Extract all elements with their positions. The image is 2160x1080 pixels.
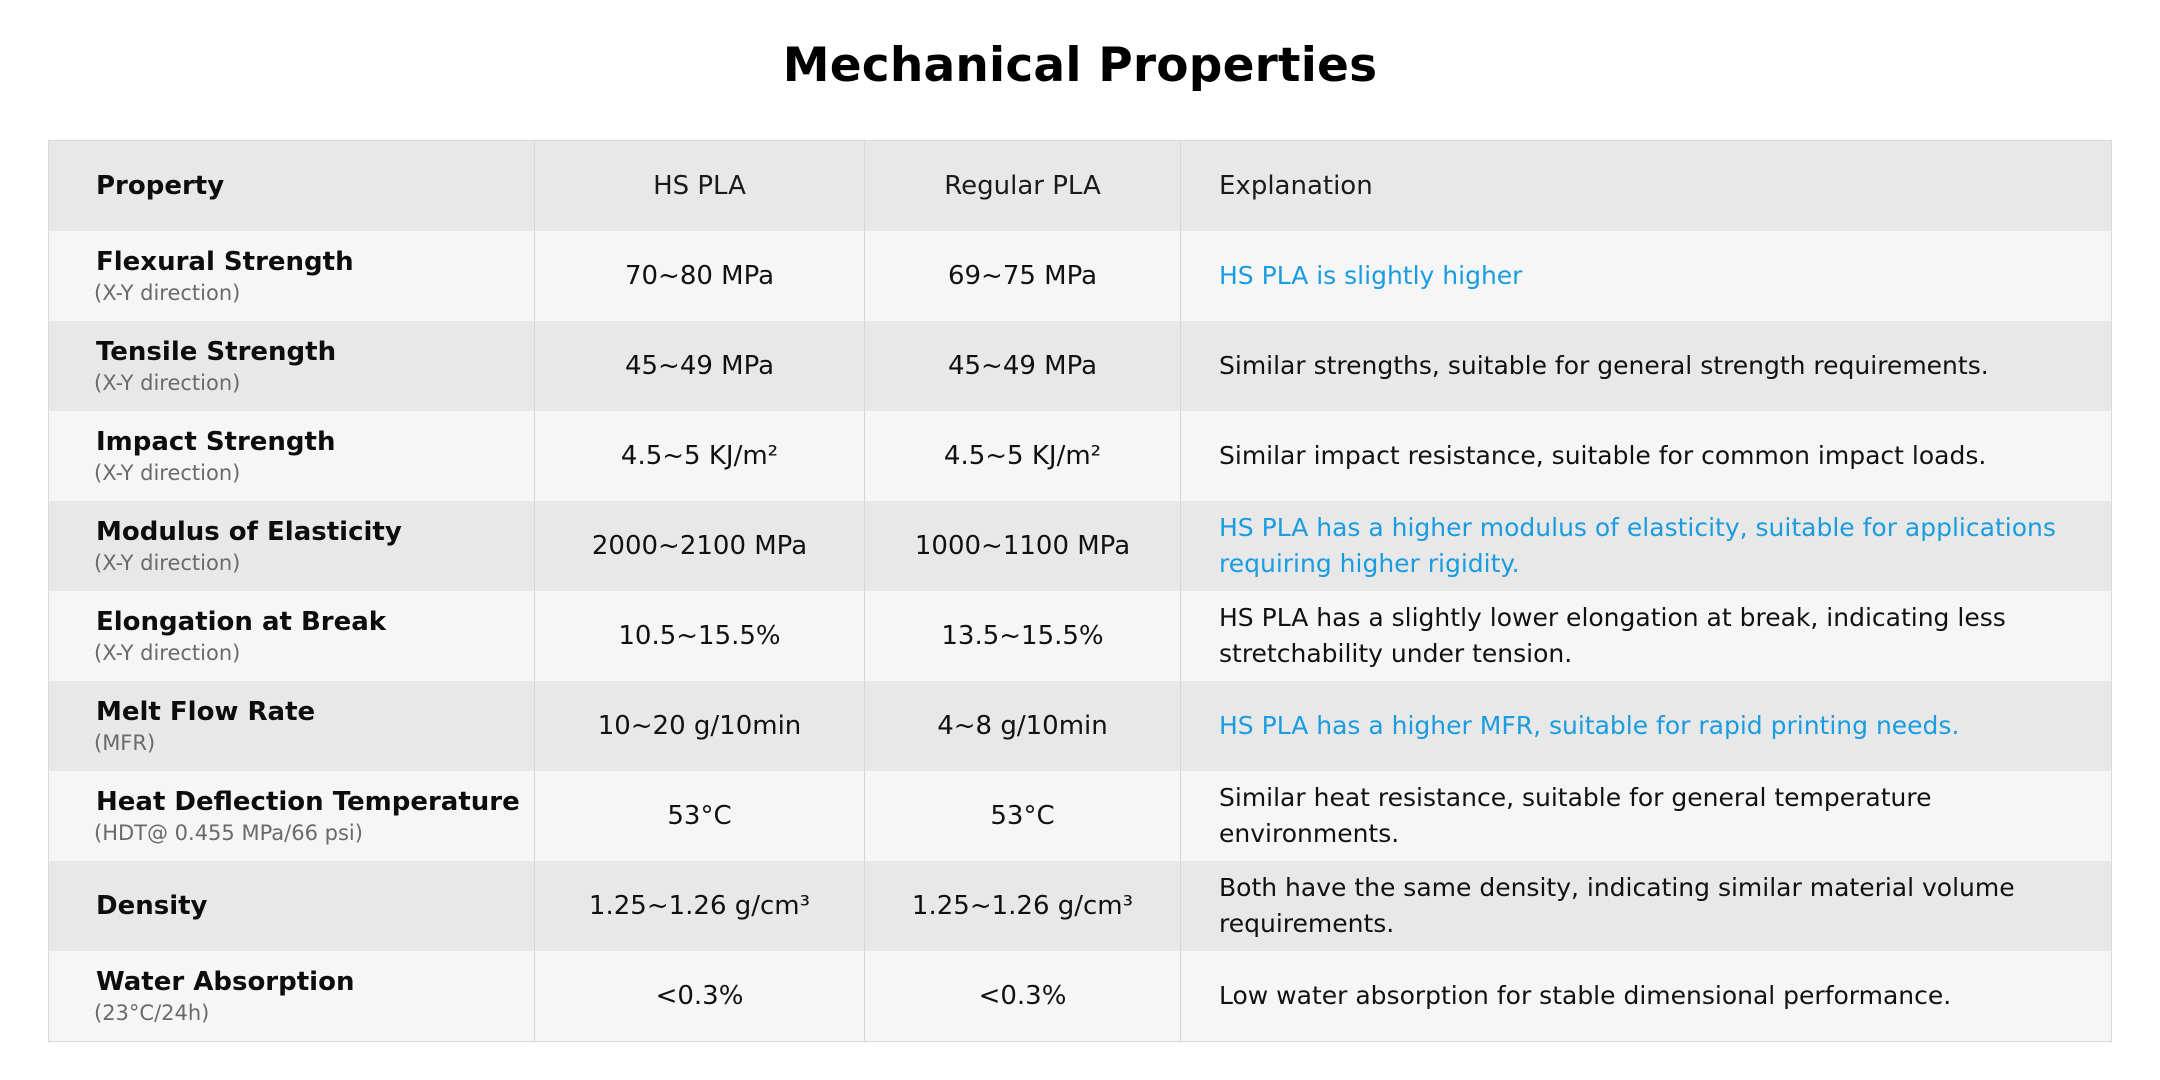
regular-pla-value: 53°C [990, 801, 1055, 831]
hs-pla-value: 2000~2100 MPa [591, 531, 808, 561]
explanation-text: Low water absorption for stable dimensional performance. [1219, 981, 1952, 1010]
header-explanation-label: Explanation [1219, 171, 1373, 201]
property-subtext: (MFR) [94, 731, 156, 755]
table-row [49, 411, 2111, 501]
hs-pla-cell [535, 951, 865, 1041]
hs-pla-value: 70~80 MPa [624, 261, 775, 291]
header-hs-pla [535, 141, 865, 231]
property-cell [49, 411, 535, 501]
table-row [49, 771, 2111, 861]
page-title: Mechanical Properties [782, 38, 1378, 93]
regular-pla-value: 4.5~5 KJ/m² [943, 441, 1102, 471]
property-subtext: (23°C/24h) [94, 1001, 210, 1025]
property-cell [49, 501, 535, 591]
explanation-cell [1181, 861, 2111, 951]
header-property [49, 141, 535, 231]
table-row [49, 321, 2111, 411]
header-hs-pla-label: HS PLA [653, 171, 746, 201]
table-row [49, 591, 2111, 681]
regular-pla-cell [865, 411, 1181, 501]
explanation-text: Similar strengths, suitable for general strength requirements. [1219, 351, 1989, 380]
regular-pla-value: <0.3% [978, 981, 1067, 1011]
regular-pla-cell [865, 681, 1181, 771]
explanation-cell [1181, 321, 2111, 411]
property-name: Impact Strength [96, 427, 336, 457]
property-cell [49, 231, 535, 321]
table-body [49, 231, 2111, 1041]
regular-pla-cell [865, 591, 1181, 681]
property-subtext: (X-Y direction) [94, 641, 241, 665]
property-name: Density [96, 891, 208, 921]
hs-pla-cell [535, 321, 865, 411]
regular-pla-cell [865, 771, 1181, 861]
property-name: Heat Deflection Temperature [96, 787, 520, 817]
explanation-text: HS PLA has a higher modulus of elasticity, suitable for applications requiring higher rigidity. [1219, 513, 2056, 578]
explanation-text: HS PLA has a slightly lower elongation at break, indicating less stretchability under tension. [1219, 603, 2006, 668]
property-name: Water Absorption [96, 967, 355, 997]
property-name: Tensile Strength [96, 337, 337, 367]
explanation-text: Both have the same density, indicating similar material volume requirements. [1219, 873, 2015, 938]
properties-table [48, 140, 2112, 1042]
property-name: Melt Flow Rate [96, 697, 316, 727]
property-subtext: (X-Y direction) [94, 371, 241, 395]
explanation-text: Similar heat resistance, suitable for general temperature environments. [1219, 783, 1932, 848]
regular-pla-value: 69~75 MPa [947, 261, 1098, 291]
hs-pla-cell [535, 861, 865, 951]
header-regular-pla-label: Regular PLA [944, 171, 1101, 201]
explanation-cell [1181, 501, 2111, 591]
property-subtext: (X-Y direction) [94, 551, 241, 575]
property-name: Flexural Strength [96, 247, 354, 277]
property-cell [49, 591, 535, 681]
hs-pla-value: 10.5~15.5% [618, 621, 781, 651]
table-row [49, 681, 2111, 771]
explanation-cell [1181, 681, 2111, 771]
regular-pla-value: 13.5~15.5% [941, 621, 1104, 651]
regular-pla-value: 1.25~1.26 g/cm³ [911, 891, 1134, 921]
property-cell [49, 951, 535, 1041]
regular-pla-cell [865, 321, 1181, 411]
hs-pla-cell [535, 501, 865, 591]
regular-pla-cell [865, 951, 1181, 1041]
regular-pla-cell [865, 861, 1181, 951]
explanation-cell [1181, 231, 2111, 321]
property-subtext: (X-Y direction) [94, 461, 241, 485]
hs-pla-value: 45~49 MPa [624, 351, 775, 381]
regular-pla-value: 45~49 MPa [947, 351, 1098, 381]
explanation-cell [1181, 951, 2111, 1041]
hs-pla-value: <0.3% [655, 981, 744, 1011]
property-subtext: (X-Y direction) [94, 281, 241, 305]
explanation-text: Similar impact resistance, suitable for common impact loads. [1219, 441, 1987, 470]
hs-pla-cell [535, 231, 865, 321]
table-row [49, 231, 2111, 321]
table-header-row [49, 141, 2111, 231]
hs-pla-cell [535, 591, 865, 681]
header-regular-pla [865, 141, 1181, 231]
property-name: Elongation at Break [96, 607, 387, 637]
header-explanation [1181, 141, 2111, 231]
explanation-text: HS PLA is slightly higher [1219, 261, 1523, 290]
explanation-text: HS PLA has a higher MFR, suitable for rapid printing needs. [1219, 711, 1960, 740]
table-row [49, 501, 2111, 591]
property-cell [49, 861, 535, 951]
header-property-label: Property [96, 171, 225, 201]
hs-pla-value: 1.25~1.26 g/cm³ [588, 891, 811, 921]
hs-pla-cell [535, 681, 865, 771]
explanation-cell [1181, 591, 2111, 681]
property-subtext: (HDT@ 0.455 MPa/66 psi) [94, 821, 363, 845]
property-cell [49, 771, 535, 861]
property-cell [49, 321, 535, 411]
hs-pla-cell [535, 411, 865, 501]
property-name: Modulus of Elasticity [96, 517, 402, 547]
table-row [49, 951, 2111, 1041]
table-row [49, 861, 2111, 951]
explanation-cell [1181, 771, 2111, 861]
property-cell [49, 681, 535, 771]
regular-pla-value: 1000~1100 MPa [914, 531, 1131, 561]
hs-pla-value: 53°C [667, 801, 732, 831]
hs-pla-value: 4.5~5 KJ/m² [620, 441, 779, 471]
hs-pla-cell [535, 771, 865, 861]
regular-pla-cell [865, 231, 1181, 321]
regular-pla-value: 4~8 g/10min [937, 711, 1108, 741]
regular-pla-cell [865, 501, 1181, 591]
explanation-cell [1181, 411, 2111, 501]
hs-pla-value: 10~20 g/10min [597, 711, 802, 741]
